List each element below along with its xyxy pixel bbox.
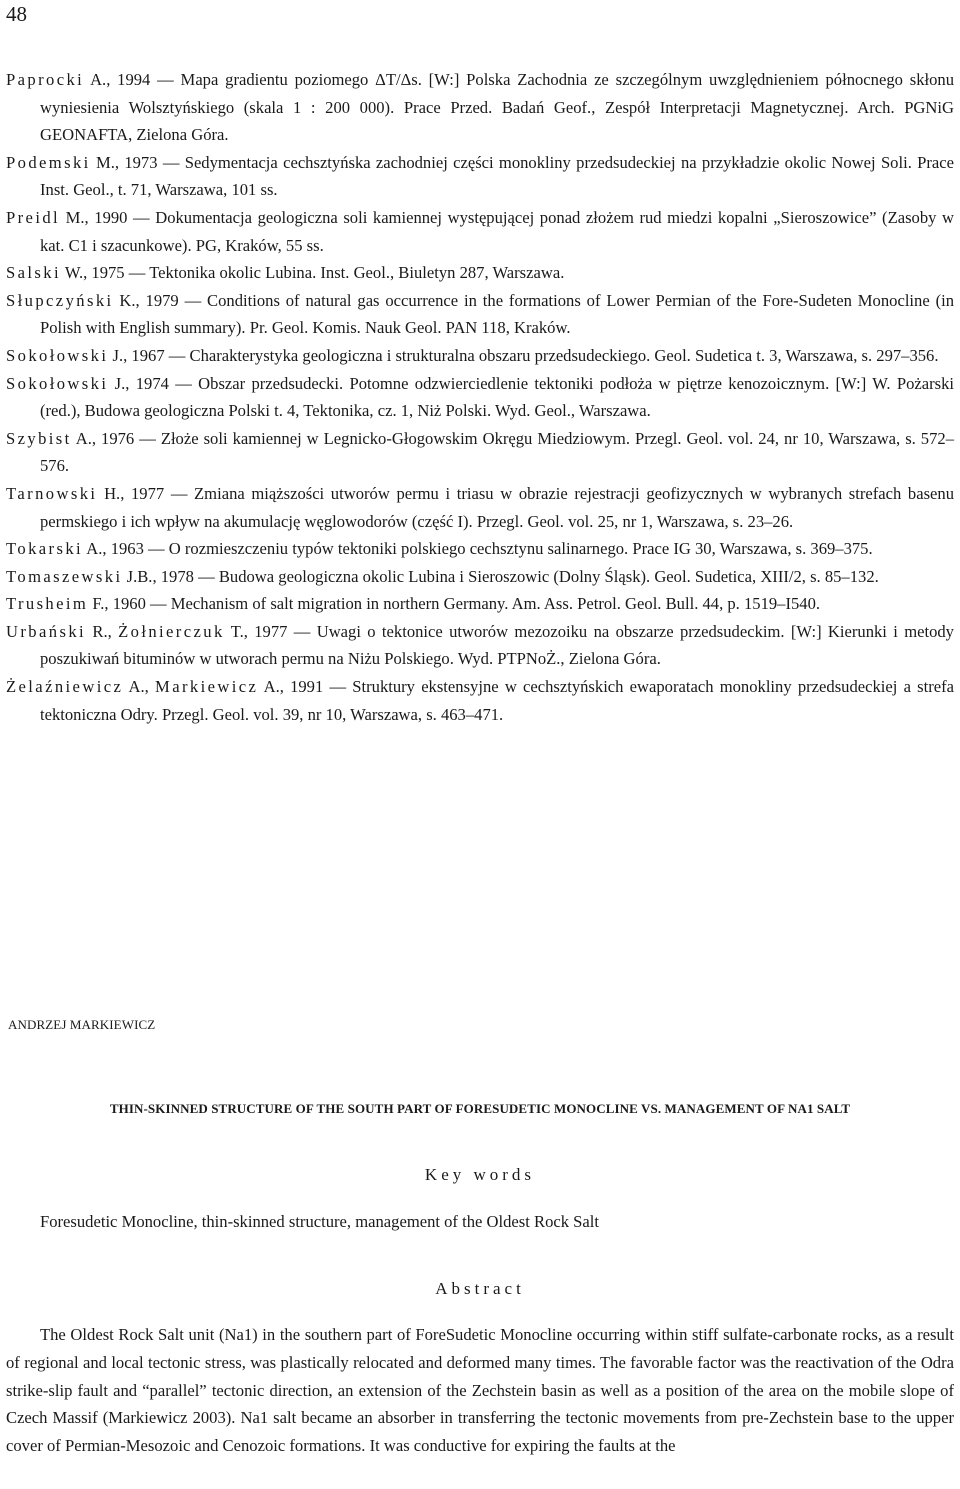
reference-text: A., 1976 — Złoże soli kamiennej w Legnicko-Głogowskim Okręgu Miedziowym. Przegl. Geol. vol. 24, nr 10, Warszawa, s. 572–576. (40, 428, 954, 476)
reference-coauthor: Żołnierczuk (118, 621, 225, 641)
reference-entry (6, 590, 954, 618)
reference-entry (6, 673, 954, 728)
abstract-text: The Oldest Rock Salt unit (Na1) in the southern part of ForeSudetic Monocline occurring within stiff sulfate-carbonate rocks, as a result of regional and local tectonic stress, was plastically relocated and deformed many times. The favorable factor was the reactivation of the Odra strike-slip fault and “parallel” tectonic direction, an extension of the Zechstein basin as well as a position of the area on the mobile slope of Czech Massif (Markiewicz 2003). Na1 salt became an absorber in transferring the tectonic movements from pre-Zechstein base to the upper cover of Permian-Mesozoic and Cenozoic formations. It was conductive for expiring the faults at the (6, 1325, 954, 1456)
article-author: ANDRZEJ MARKIEWICZ (8, 1017, 156, 1032)
reference-text: W., 1975 — Tektonika okolic Lubina. Inst. Geol., Biuletyn 287, Warszawa. (60, 263, 565, 283)
reference-entry (6, 204, 954, 259)
reference-text: A., 1991 — Struktury ekstensyjne w cechsztyńskich ewaporatach monokliny przedsudeckiej a strefa tektoniczna Odry. Przegl. Geol. vol. 39, nr 10, Warszawa, s. 463–471. (40, 677, 954, 724)
reference-entry (6, 563, 954, 591)
reference-text: J., 1967 — Charakterystyka geologiczna i strukturalna obszaru przedsudeckiego. Geol. Sudetica t. 3, Warszawa, s. 297–356. (108, 345, 939, 365)
reference-author: Żelaźniewicz (6, 677, 124, 697)
reference-text: T., 1977 — Uwagi o tektonice utworów mezozoiku na obszarze przedsudeckim. [W:] Kierunki i metody poszukiwań bituminów w utworach permu na Niżu Polskiego. Wyd. PTPNoŻ., Zielona Góra. (40, 621, 954, 669)
reference-text: A., 1994 — Mapa gradientu poziomego ΔT/Δs. [W:] Polska Zachodnia ze szczególnym uwzględnieniem północnego skłonu wyniesienia Wolsztyńskiego (skala 1 : 200 000). Prace Przed. Badań Geof., Zespół Interpretacji Magnetycznej. Arch. PGNiG GEONAFTA, Zielona Góra. (40, 70, 954, 145)
reference-text: M., 1990 — Dokumentacja geologiczna soli kamiennej występującej ponad złożem rud miedzi kopalni „Sieroszowice” (Zasoby w kat. C1 i szacunkowe). PG, Kraków, 55 ss. (40, 207, 954, 255)
reference-author: Słupczyński (6, 290, 114, 310)
reference-author: Sokołowski (6, 373, 109, 393)
reference-entry (6, 618, 954, 673)
reference-author: Preidl (6, 207, 61, 227)
reference-author: Sokołowski (6, 345, 109, 365)
reference-entry (6, 66, 954, 149)
reference-author: Paprocki (6, 70, 85, 89)
reference-text: R., (86, 621, 119, 641)
reference-author: Szybist (6, 428, 72, 448)
keywords-heading: Key words (424, 1165, 536, 1184)
reference-text: H., 1977 — Zmiana miąższości utworów permu i triasu w obrazie rejestracji geofizycznych w wybranych strefach basenu permskiego i ich wpływ na akumulację węglowodorów (część I). Przegl. Geol. vol. 25, nr 1, Warszawa, s. 23–26. (40, 483, 954, 531)
reference-text: A., (123, 677, 156, 697)
reference-entry (6, 480, 954, 535)
reference-entry (6, 259, 954, 287)
reference-text: A., 1963 — O rozmieszczeniu typów tektoniki polskiego cechsztynu salinarnego. Prace IG 30, Warszawa, s. 369–375. (83, 539, 873, 559)
page-number: 48 (6, 2, 27, 26)
article-title: THIN-SKINNED STRUCTURE OF THE SOUTH PART OF FORESUDETIC MONOCLINE VS. MANAGEMENT OF NA1 SALT (109, 1101, 851, 1116)
reference-text: J.B., 1978 — Budowa geologiczna okolic Lubina i Sieroszowic (Dolny Śląsk). Geol. Sudetica, XIII/2, s. 85–132. (122, 566, 879, 586)
reference-author: Trusheim (6, 594, 89, 614)
reference-entry (6, 535, 954, 563)
reference-entry (6, 149, 954, 204)
reference-author: Podemski (6, 152, 91, 172)
reference-author: Tokarski (6, 539, 84, 559)
reference-entry (6, 370, 954, 425)
reference-coauthor: Markiewicz (155, 677, 259, 697)
reference-author: Salski (6, 263, 61, 283)
reference-author: Urbański (6, 621, 87, 641)
reference-entry (6, 425, 954, 480)
keywords-text: Foresudetic Monocline, thin-skinned structure, management of the Oldest Rock Salt (40, 1212, 599, 1231)
reference-entry (6, 287, 954, 342)
reference-text: K., 1979 — Conditions of natural gas occurrence in the formations of Lower Permian of the Fore-Sudeten Monocline (in Polish with English summary). Pr. Geol. Komis. Nauk Geol. PAN 118, Kraków. (40, 290, 954, 338)
reference-author: Tomaszewski (6, 566, 123, 586)
reference-text: F., 1960 — Mechanism of salt migration in northern Germany. Am. Ass. Petrol. Geol. Bull. 44, p. 1519–I540. (88, 594, 821, 614)
reference-text: J., 1974 — Obszar przedsudecki. Potomne odzwierciedlenie tektoniki podłoża w piętrze kenozoicznym. [W:] W. Pożarski (red.), Budowa geologiczna Polski t. 4, Tektonika, cz. 1, Niż Polski. Wyd. Geol., Warszawa. (40, 373, 954, 421)
reference-entry (6, 342, 954, 370)
abstract-heading: Abstract (435, 1279, 525, 1298)
reference-author: Tarnowski (6, 483, 98, 503)
reference-text: M., 1973 — Sedymentacja cechsztyńska zachodniej części monokliny przedsudeckiej na przykładzie okolic Nowej Soli. Prace Inst. Geol., t. 71, Warszawa, 101 ss. (40, 152, 954, 200)
reference-list (6, 66, 954, 728)
